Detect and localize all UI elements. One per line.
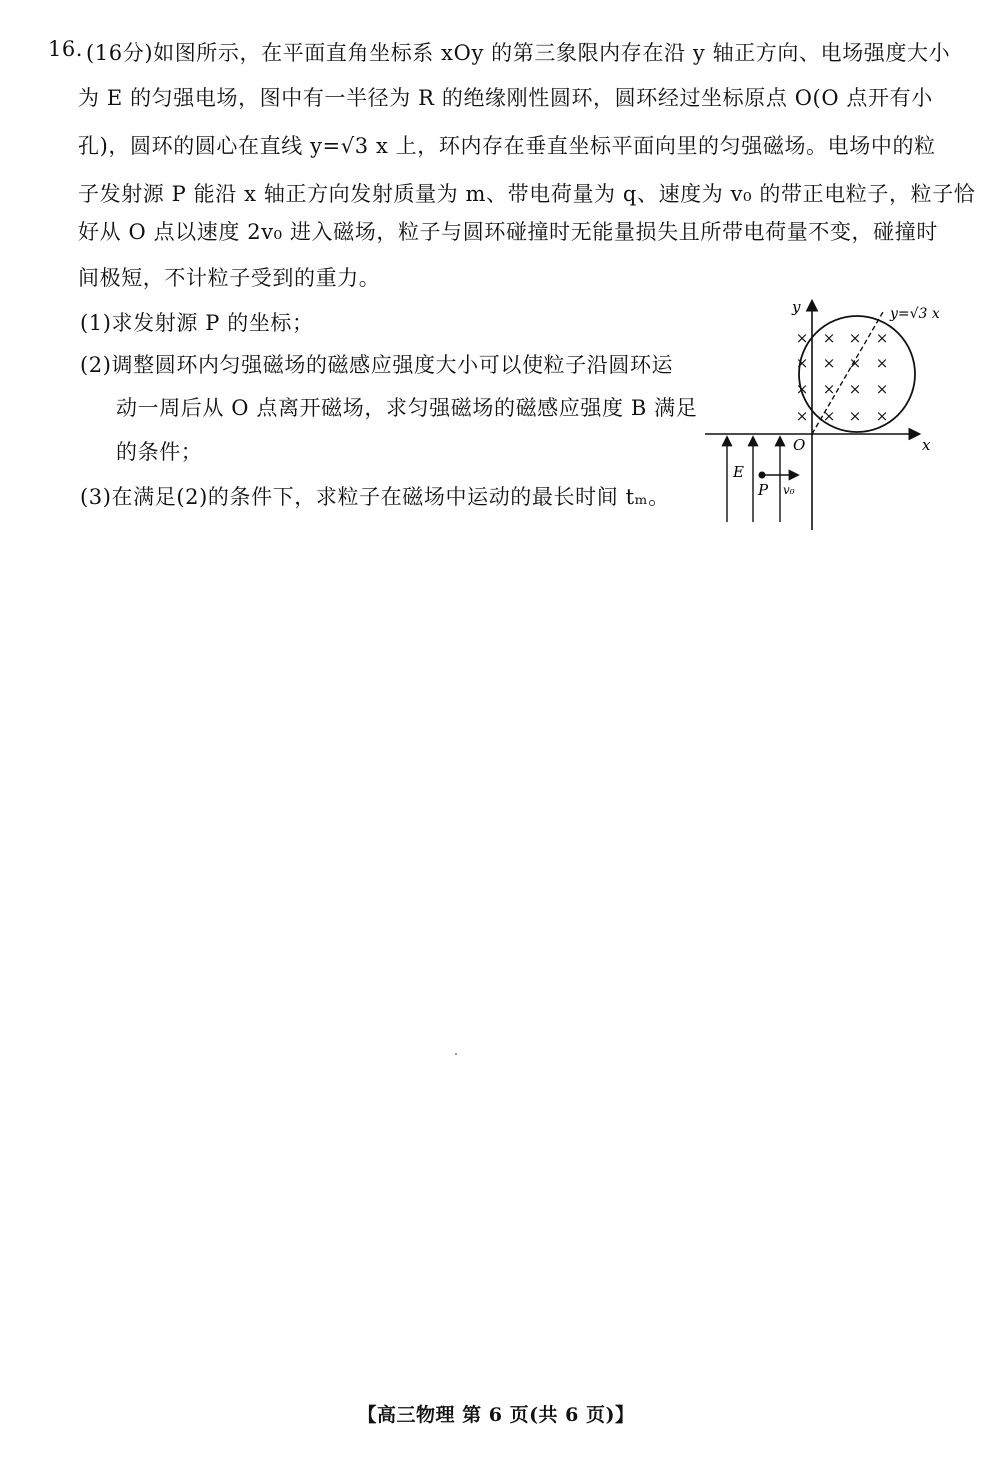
field-mark: × [875,380,889,398]
field-mark: × [795,329,809,347]
origin-label: O [793,436,806,454]
y-axis-label: y [792,298,801,316]
x-axis-label: x [922,436,931,454]
field-mark: × [795,407,809,425]
field-mark: × [848,380,862,398]
e-label: E [733,463,744,481]
field-mark: × [795,354,809,372]
p-label: P [758,481,769,499]
field-mark: × [848,329,862,347]
question-line-5: 好从 O 点以速度 2v₀ 进入磁场，粒子与圆环碰撞时无能量损失且所带电荷量不变，碰撞时 [78,220,938,244]
question-number: 16. [48,37,83,61]
physics-figure [700,290,960,535]
sub-question-2-line-3: 的条件； [116,440,203,464]
field-mark: × [848,354,862,372]
sub-question-1: (1)求发射源 P 的坐标； [80,311,314,335]
field-mark: × [822,407,836,425]
field-mark: × [822,354,836,372]
question-line-2: 为 E 的匀强电场，图中有一半径为 R 的绝缘刚性圆环，圆环经过坐标原点 O(O 点开有小 [78,86,933,110]
question-line-6: 间极短，不计粒子受到的重力。 [78,266,381,290]
line-label: y=√3 x [890,306,940,322]
field-mark: × [875,407,889,425]
field-mark: × [795,380,809,398]
field-mark: × [875,329,889,347]
field-mark: × [848,407,862,425]
sub-question-2-line-2: 动一周后从 O 点离开磁场，求匀强磁场的磁感应强度 B 满足 [116,396,698,420]
question-line-3: 孔)，圆环的圆心在直线 y=√3 x 上，环内存在垂直坐标平面向里的匀强磁场。电场中的粒 [78,134,936,158]
v0-label: v₀ [783,483,795,497]
field-mark: × [875,354,889,372]
field-mark: × [822,329,836,347]
page-footer: 【高三物理 第 6 页(共 6 页)】 [357,1404,635,1426]
sub-question-2-line-1: (2)调整圆环内匀强磁场的磁感应强度大小可以使粒子沿圆环运 [80,353,674,377]
field-mark: × [822,380,836,398]
scan-speck [455,1053,457,1055]
question-line-1: (16分)如图所示，在平面直角坐标系 xOy 的第三象限内存在沿 y 轴正方向、电场强度大小 [86,41,951,65]
sub-question-3: (3)在满足(2)的条件下，求粒子在磁场中运动的最长时间 tₘ。 [80,485,670,509]
question-line-4: 子发射源 P 能沿 x 轴正方向发射质量为 m、带电荷量为 q、速度为 v₀ 的带正电粒子，粒子恰 [78,182,976,206]
